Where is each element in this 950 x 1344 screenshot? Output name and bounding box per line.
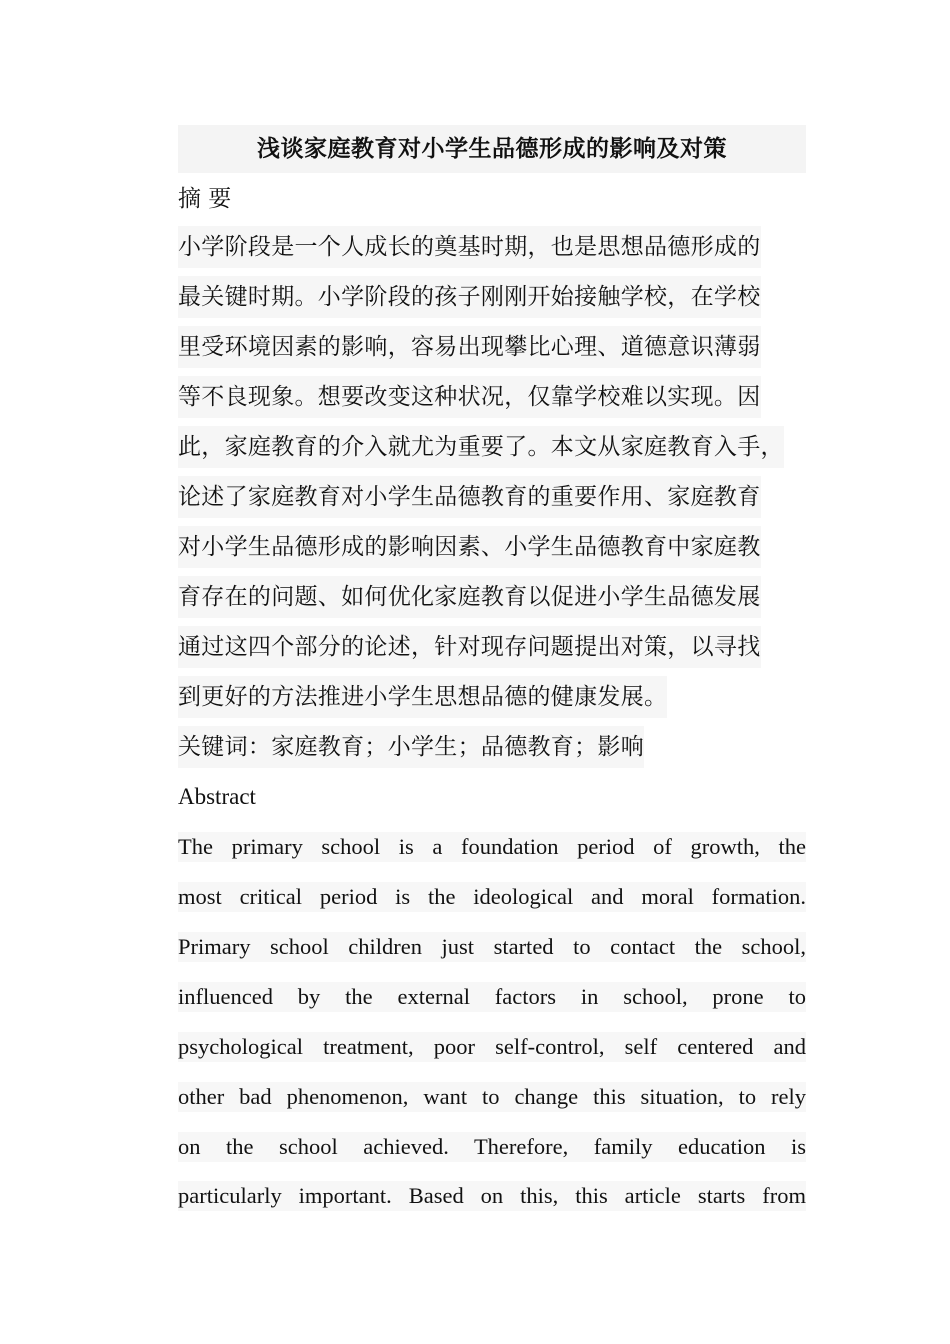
abstract-en-line: Primary school children just started to contact the school, <box>178 932 806 962</box>
abstract-cn-line: 对小学生品德形成的影响因素、小学生品德教育中家庭教 <box>178 526 761 568</box>
abstract-en-line: influenced by the external factors in school, prone to <box>178 982 806 1012</box>
abstract-en-heading: Abstract <box>178 784 256 809</box>
abstract-cn-line: 到更好的方法推进小学生思想品德的健康发展。 <box>178 676 667 718</box>
abstract-cn-heading: 摘 要 <box>178 186 232 212</box>
abstract-cn-line: 此，家庭教育的介入就尤为重要了。本文从家庭教育入手， <box>178 426 784 468</box>
abstract-en-line: other bad phenomenon, want to change this situation, to rely <box>178 1082 806 1112</box>
abstract-cn-line: 育存在的问题、如何优化家庭教育以促进小学生品德发展 <box>178 576 761 618</box>
abstract-en-line: on the school achieved. Therefore, family education is <box>178 1132 806 1162</box>
abstract-cn-line: 小学阶段是一个人成长的奠基时期，也是思想品德形成的 <box>178 226 761 268</box>
paper-title: 浅谈家庭教育对小学生品德形成的影响及对策 <box>178 125 806 173</box>
abstract-en-line: most critical period is the ideological and moral formation. <box>178 882 806 912</box>
abstract-en-line: particularly important. Based on this, this article starts from <box>178 1181 806 1211</box>
abstract-cn-line: 里受环境因素的影响，容易出现攀比心理、道德意识薄弱 <box>178 326 761 368</box>
abstract-en-line: The primary school is a foundation period of growth, the <box>178 832 806 862</box>
abstract-cn-line: 论述了家庭教育对小学生品德教育的重要作用、家庭教育 <box>178 476 761 518</box>
abstract-cn-line: 等不良现象。想要改变这种状况，仅靠学校难以实现。因 <box>178 376 761 418</box>
abstract-en-line: psychological treatment, poor self-control, self centered and <box>178 1032 806 1062</box>
keywords-line: 关键词：家庭教育；小学生；品德教育；影响 <box>178 726 644 768</box>
abstract-cn-line: 最关键时期。小学阶段的孩子刚刚开始接触学校，在学校 <box>178 276 761 318</box>
abstract-cn-line: 通过这四个部分的论述，针对现存问题提出对策，以寻找 <box>178 626 761 668</box>
